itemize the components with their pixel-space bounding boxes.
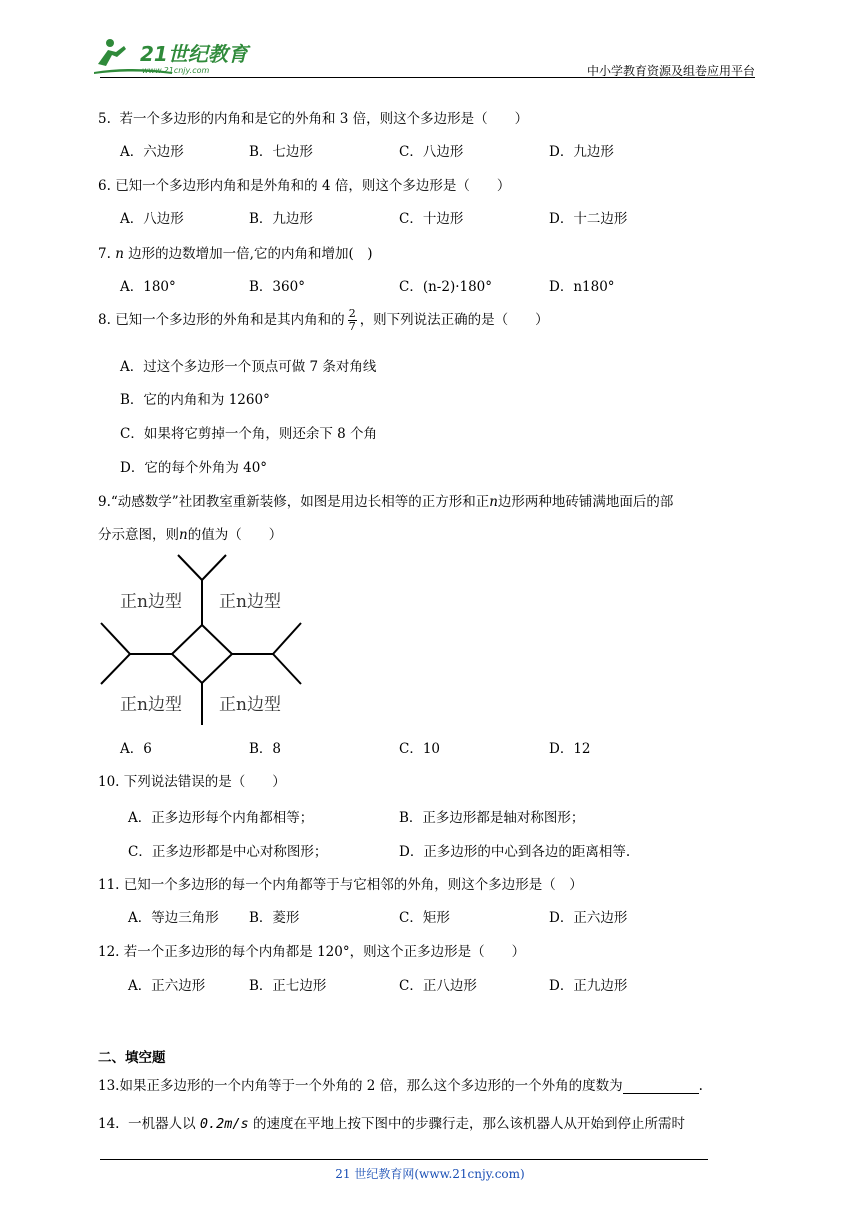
q11-option-c[interactable]: C．矩形 <box>399 910 450 926</box>
q10-option-b[interactable]: B．正多边形都是轴对称图形； <box>399 810 585 826</box>
q8-option-d[interactable]: D．它的每个外角为 40° <box>120 460 268 476</box>
question-5: 5. 若一个多边形的内角和是它的外角和 3 倍，则这个多边形是（ ） <box>98 111 529 127</box>
label-bottom-right: 正n边型 <box>219 695 281 715</box>
q11-option-a[interactable]: A．等边三角形 <box>128 910 219 926</box>
question-6: 6. 已知一个多边形内角和是外角和的 4 倍，则这个多边形是（ ） <box>98 178 511 194</box>
q7-option-b[interactable]: B．360° <box>249 279 305 295</box>
logo-text: 21世纪教育 <box>140 42 248 66</box>
fraction-2-7: $\frac{2}{7}$ <box>348 307 356 333</box>
section-title-fill-blank: 二、填空题 <box>98 1050 166 1066</box>
question-8: 8. 已知一个多边形的外角和是其内角和的 $\frac{2}{7}$ ，则下列说法正确的是（ ） <box>98 307 549 333</box>
question-9: 9.“动感数学”社团教室重新装修，如图是用边长相等的正方形和正n边形两种地砖铺满地面后的部 <box>98 494 674 510</box>
center-square <box>172 625 232 683</box>
q6-option-a[interactable]: A．八边形 <box>120 211 184 227</box>
q12-option-b[interactable]: B．正七边形 <box>249 978 327 994</box>
q6-option-c[interactable]: C．十边形 <box>399 211 464 227</box>
q8-option-b[interactable]: B．它的内角和为 1260° <box>120 392 270 408</box>
q11-option-b[interactable]: B．菱形 <box>249 910 300 926</box>
q10-option-a[interactable]: A．正多边形每个内角都相等； <box>128 810 314 826</box>
footer-divider <box>100 1159 708 1160</box>
footer-text[interactable]: 21 世纪教育网(www.21cnjy.com) <box>335 1167 525 1181</box>
platform-name: 中小学教育资源及组卷应用平台 <box>586 64 755 78</box>
question-10: 10. 下列说法错误的是（ ） <box>98 774 286 790</box>
q8-option-c[interactable]: C．如果将它剪掉一个角，则还余下 8 个角 <box>120 426 378 442</box>
label-top-left: 正n边型 <box>120 592 182 612</box>
q5-option-a[interactable]: A．六边形 <box>120 144 184 160</box>
q12-option-d[interactable]: D．正九边形 <box>549 978 628 994</box>
question-12: 12. 若一个正多边形的每个内角都是 120°，则这个正多边形是（ ） <box>98 944 526 960</box>
q6-option-d[interactable]: D．十二边形 <box>549 211 628 227</box>
header-divider <box>100 77 755 78</box>
q10-option-d[interactable]: D．正多边形的中心到各边的距离相等. <box>399 844 631 860</box>
label-bottom-left: 正n边型 <box>120 695 182 715</box>
speed-value: 0.2m/s <box>199 1116 249 1132</box>
site-logo <box>92 36 267 76</box>
tiling-figure <box>98 550 308 730</box>
question-14: 14. 一机器人以 0.2m/s 的速度在平地上按下图中的步骤行走，那么该机器人从开始到停止所需时 <box>98 1116 685 1132</box>
q5-option-c[interactable]: C．八边形 <box>399 144 464 160</box>
q7-option-a[interactable]: A．180° <box>120 279 176 295</box>
answer-blank[interactable] <box>623 1079 699 1094</box>
q5-option-b[interactable]: B．七边形 <box>249 144 313 160</box>
q9-option-a[interactable]: A．6 <box>120 741 152 757</box>
label-top-right: 正n边型 <box>219 592 281 612</box>
q7-option-d[interactable]: D．n180° <box>549 279 615 295</box>
question-7: 7. n 边形的边数增加一倍,它的内角和增加( ) <box>98 246 373 262</box>
q9-option-d[interactable]: D．12 <box>549 741 591 757</box>
question-9-line2: 分示意图，则n的值为（ ） <box>98 527 283 543</box>
question-13: 13.如果正多边形的一个内角等于一个外角的 2 倍，那么这个多边形的一个外角的度数为 . <box>98 1078 703 1094</box>
q6-option-b[interactable]: B．九边形 <box>249 211 313 227</box>
q9-option-c[interactable]: C．10 <box>399 741 441 757</box>
q10-option-c[interactable]: C．正多边形都是中心对称图形； <box>128 844 328 860</box>
q5-option-d[interactable]: D．九边形 <box>549 144 614 160</box>
q11-option-d[interactable]: D．正六边形 <box>549 910 628 926</box>
logo-url: www.21cnjy.com <box>142 66 210 75</box>
q7-option-c[interactable]: C．(n-2)·180° <box>399 279 493 295</box>
q12-option-a[interactable]: A．正六边形 <box>128 978 206 994</box>
q12-option-c[interactable]: C．正八边形 <box>399 978 477 994</box>
question-11: 11. 已知一个多边形的每一个内角都等于与它相邻的外角，则这个多边形是（ ） <box>98 877 583 893</box>
q8-option-a[interactable]: A．过这个多边形一个顶点可做 7 条对角线 <box>120 359 377 375</box>
q9-option-b[interactable]: B．8 <box>249 741 282 757</box>
